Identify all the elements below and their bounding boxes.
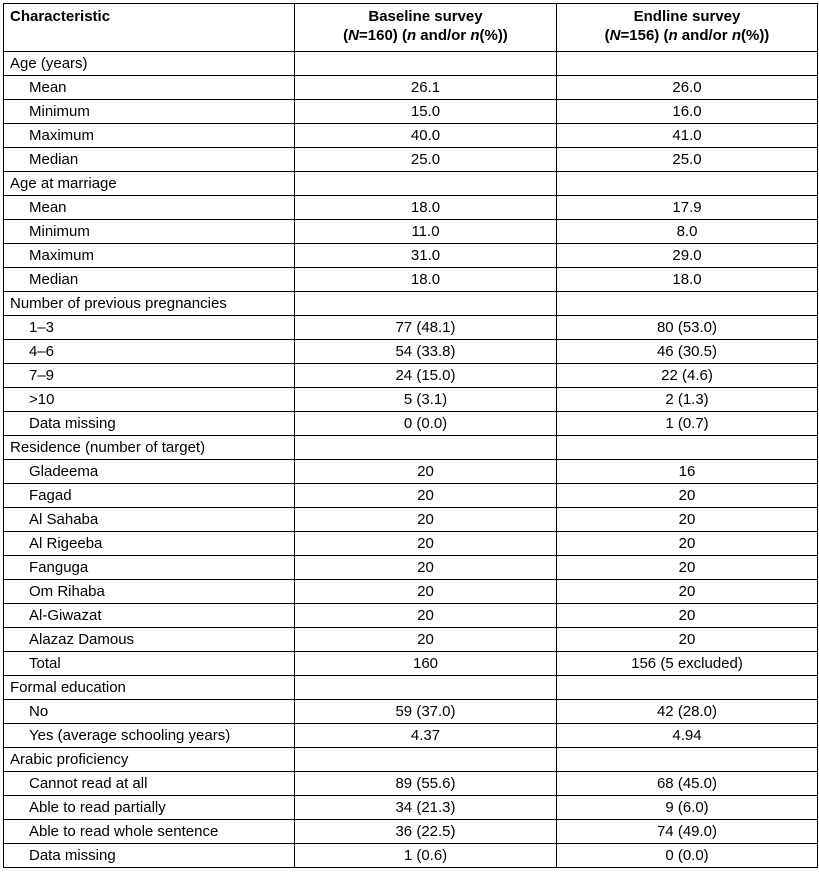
section-row [4, 52, 818, 76]
table-row [4, 532, 818, 556]
row-endline-value: 20 [557, 628, 818, 652]
row-endline-value [557, 676, 818, 700]
table-row [4, 76, 818, 100]
row-label: Alazaz Damous [4, 628, 295, 652]
table-body [4, 52, 818, 868]
table-row [4, 844, 818, 868]
row-endline-value: 80 (53.0) [557, 316, 818, 340]
row-label: Al Sahaba [4, 508, 295, 532]
row-endline-value: 156 (5 excluded) [557, 652, 818, 676]
row-endline-value: 46 (30.5) [557, 340, 818, 364]
row-endline-value: 42 (28.0) [557, 700, 818, 724]
row-endline-value: 74 (49.0) [557, 820, 818, 844]
section-row [4, 292, 818, 316]
row-label: Fagad [4, 484, 295, 508]
table-row [4, 796, 818, 820]
row-baseline-value: 40.0 [295, 124, 557, 148]
header-baseline [295, 4, 557, 52]
row-label: Able to read partially [4, 796, 295, 820]
row-endline-value: 26.0 [557, 76, 818, 100]
row-endline-value [557, 172, 818, 196]
table-row [4, 556, 818, 580]
row-label: Formal education [4, 676, 295, 700]
section-row [4, 748, 818, 772]
row-endline-value: 41.0 [557, 124, 818, 148]
row-baseline-value: 59 (37.0) [295, 700, 557, 724]
row-baseline-value: 24 (15.0) [295, 364, 557, 388]
row-baseline-value: 160 [295, 652, 557, 676]
row-endline-value: 29.0 [557, 244, 818, 268]
row-baseline-value: 77 (48.1) [295, 316, 557, 340]
row-endline-value: 2 (1.3) [557, 388, 818, 412]
row-baseline-value: 54 (33.8) [295, 340, 557, 364]
row-endline-value: 20 [557, 484, 818, 508]
row-label: Minimum [4, 220, 295, 244]
row-endline-value: 17.9 [557, 196, 818, 220]
row-endline-value [557, 292, 818, 316]
row-baseline-value: 11.0 [295, 220, 557, 244]
table-row [4, 772, 818, 796]
table-row [4, 100, 818, 124]
row-endline-value [557, 436, 818, 460]
row-label: Data missing [4, 412, 295, 436]
row-baseline-value: 31.0 [295, 244, 557, 268]
table-row [4, 388, 818, 412]
row-baseline-value [295, 52, 557, 76]
row-label: Minimum [4, 100, 295, 124]
row-baseline-value: 20 [295, 556, 557, 580]
row-baseline-value: 20 [295, 580, 557, 604]
row-label: Mean [4, 76, 295, 100]
header-endline-n: (N=156) (n and/or n(%)) [604, 27, 770, 44]
row-label: 1–3 [4, 316, 295, 340]
row-baseline-value: 0 (0.0) [295, 412, 557, 436]
table-row [4, 484, 818, 508]
row-baseline-value [295, 436, 557, 460]
row-baseline-value: 1 (0.6) [295, 844, 557, 868]
row-label: Yes (average schooling years) [4, 724, 295, 748]
section-row [4, 436, 818, 460]
row-label: Om Rihaba [4, 580, 295, 604]
header-baseline-n: (N=160) (n and/or n(%)) [343, 27, 508, 44]
table-row [4, 724, 818, 748]
row-endline-value: 20 [557, 556, 818, 580]
row-baseline-value [295, 748, 557, 772]
row-endline-value [557, 748, 818, 772]
table-row [4, 316, 818, 340]
row-label: >10 [4, 388, 295, 412]
row-endline-value: 68 (45.0) [557, 772, 818, 796]
row-label: 4–6 [4, 340, 295, 364]
row-endline-value: 20 [557, 532, 818, 556]
table-row [4, 124, 818, 148]
row-label: Number of previous pregnancies [4, 292, 295, 316]
header-endline-title: Endline survey [633, 8, 741, 25]
table-row [4, 460, 818, 484]
row-endline-value: 25.0 [557, 148, 818, 172]
row-baseline-value [295, 172, 557, 196]
row-baseline-value: 25.0 [295, 148, 557, 172]
table-row [4, 700, 818, 724]
table-row [4, 820, 818, 844]
row-endline-value: 20 [557, 508, 818, 532]
table-row [4, 340, 818, 364]
table-row [4, 652, 818, 676]
table-row [4, 628, 818, 652]
row-label: Data missing [4, 844, 295, 868]
row-label: Al Rigeeba [4, 532, 295, 556]
row-endline-value: 16 [557, 460, 818, 484]
row-baseline-value: 34 (21.3) [295, 796, 557, 820]
row-endline-value: 8.0 [557, 220, 818, 244]
table-row [4, 196, 818, 220]
row-baseline-value: 4.37 [295, 724, 557, 748]
row-label: Residence (number of target) [4, 436, 295, 460]
table-row [4, 244, 818, 268]
row-baseline-value: 89 (55.6) [295, 772, 557, 796]
table-row [4, 580, 818, 604]
row-baseline-value: 5 (3.1) [295, 388, 557, 412]
row-label: Maximum [4, 124, 295, 148]
section-row [4, 172, 818, 196]
row-label: Mean [4, 196, 295, 220]
table-row [4, 148, 818, 172]
row-baseline-value: 18.0 [295, 268, 557, 292]
table-row [4, 268, 818, 292]
characteristics-table [3, 3, 818, 868]
row-endline-value: 20 [557, 604, 818, 628]
row-endline-value: 16.0 [557, 100, 818, 124]
row-label: Maximum [4, 244, 295, 268]
row-baseline-value: 20 [295, 532, 557, 556]
row-endline-value: 0 (0.0) [557, 844, 818, 868]
row-endline-value: 18.0 [557, 268, 818, 292]
table-row [4, 412, 818, 436]
row-label: Median [4, 148, 295, 172]
row-baseline-value: 26.1 [295, 76, 557, 100]
row-label: Able to read whole sentence [4, 820, 295, 844]
row-label: No [4, 700, 295, 724]
table-row [4, 220, 818, 244]
table-row [4, 508, 818, 532]
row-endline-value: 1 (0.7) [557, 412, 818, 436]
row-label: Median [4, 268, 295, 292]
row-baseline-value: 20 [295, 484, 557, 508]
row-label: Gladeema [4, 460, 295, 484]
row-baseline-value: 20 [295, 604, 557, 628]
row-endline-value: 20 [557, 580, 818, 604]
row-baseline-value [295, 676, 557, 700]
row-label: Age at marriage [4, 172, 295, 196]
row-label: Fanguga [4, 556, 295, 580]
header-characteristic: Characteristic [4, 4, 295, 52]
row-baseline-value: 36 (22.5) [295, 820, 557, 844]
row-endline-value: 4.94 [557, 724, 818, 748]
table-row [4, 604, 818, 628]
row-baseline-value: 18.0 [295, 196, 557, 220]
row-label: 7–9 [4, 364, 295, 388]
row-baseline-value: 20 [295, 508, 557, 532]
header-baseline-title: Baseline survey [368, 8, 483, 25]
row-label: Arabic proficiency [4, 748, 295, 772]
row-endline-value [557, 52, 818, 76]
row-endline-value: 22 (4.6) [557, 364, 818, 388]
section-row [4, 676, 818, 700]
row-label: Total [4, 652, 295, 676]
header-endline [557, 4, 818, 52]
row-baseline-value: 20 [295, 628, 557, 652]
row-baseline-value: 15.0 [295, 100, 557, 124]
row-baseline-value: 20 [295, 460, 557, 484]
row-endline-value: 9 (6.0) [557, 796, 818, 820]
row-label: Age (years) [4, 52, 295, 76]
table-row [4, 364, 818, 388]
row-label: Al-Giwazat [4, 604, 295, 628]
row-baseline-value [295, 292, 557, 316]
row-label: Cannot read at all [4, 772, 295, 796]
header-row [4, 4, 818, 52]
